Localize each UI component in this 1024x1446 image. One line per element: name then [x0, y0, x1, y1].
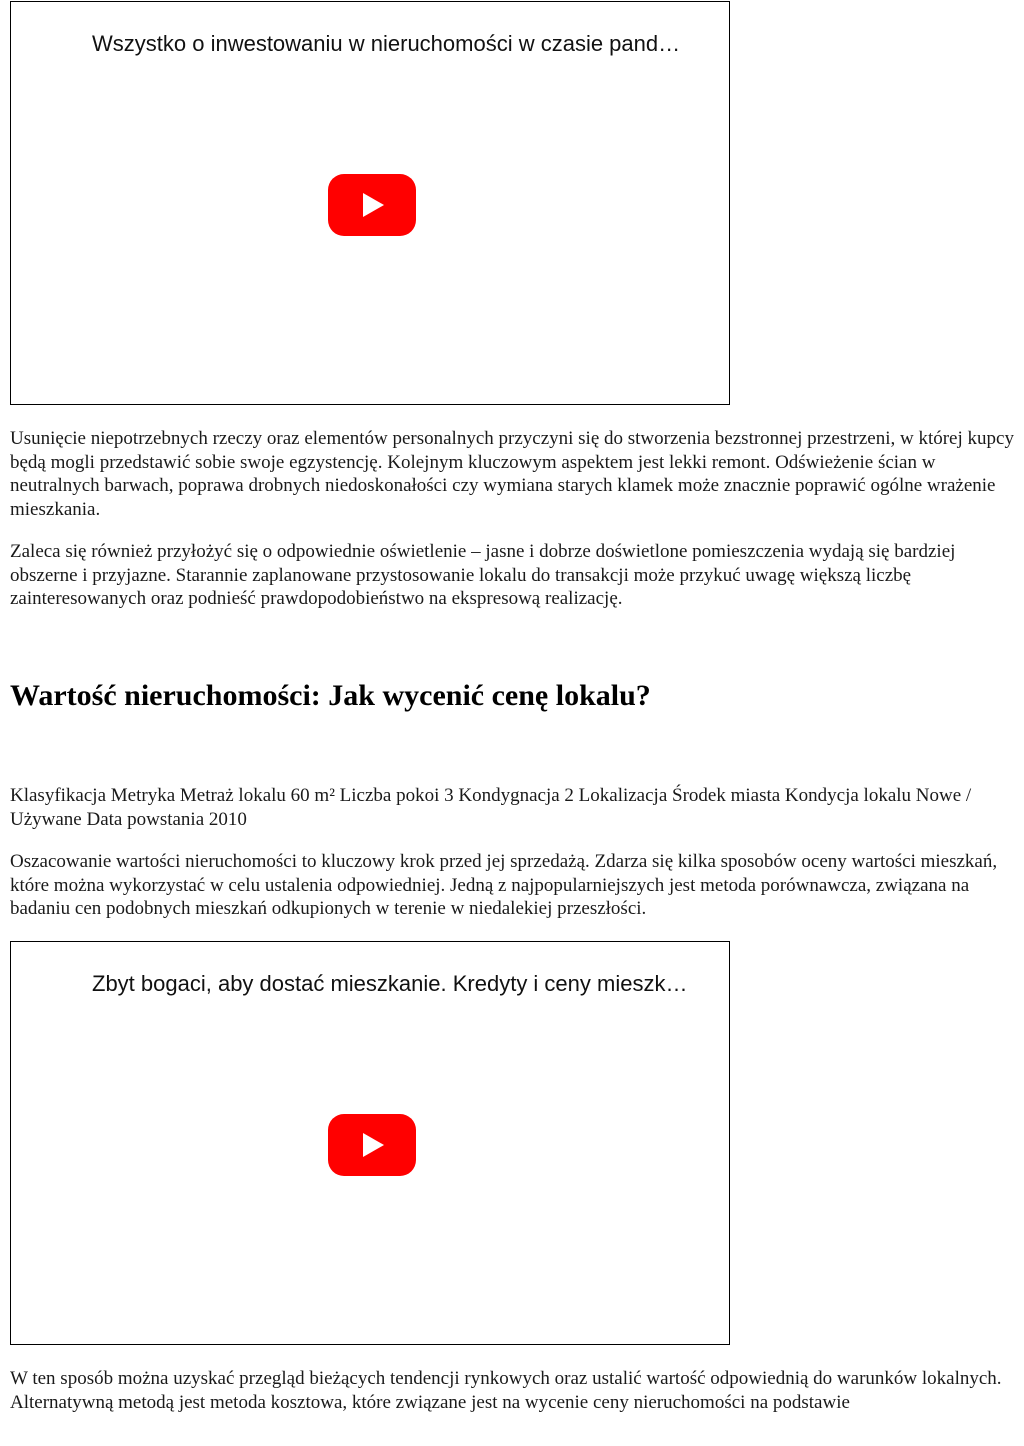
- video-title[interactable]: Zbyt bogaci, aby dostać mieszkanie. Kredyty i ceny mieszk…: [92, 971, 688, 996]
- body-paragraph-lighting: Zaleca się również przyłożyć się o odpowiednie oświetlenie – jasne i dobrze doświetlone pomieszczenia wydają się bardziej obszerne i przyjazne. Starannie zaplanowane przystosowanie lokalu do transakcji może przykuć uwagę większą liczbę zainteresowanych oraz podnieść prawdopodobieństwo na ekspresową realizację.: [10, 541, 956, 609]
- play-button[interactable]: [328, 174, 416, 236]
- play-button[interactable]: [328, 1114, 416, 1176]
- property-metrics-text: Klasyfikacja Metryka Metraż lokalu 60 m² Liczba pokoi 3 Kondygnacja 2 Lokalizacja Środek miasta Kondycja lokalu Nowe / Używane Data powstania 2010: [10, 785, 972, 830]
- body-paragraph-methods: W ten sposób można uzyskać przegląd bieżących tendencji rynkowych oraz ustalić wartość odpowiednią do warunków lokalnych. Alternatywną metodą jest metoda kosztowa, które związane jest na wycenie ceny nieruchomości na podstawie: [10, 1368, 1002, 1413]
- body-paragraph-valuation: Oszacowanie wartości nieruchomości to kluczowy krok przed jej sprzedażą. Zdarza się kilka sposobów oceny wartości mieszkań, które można wykorzystać w celu ustalenia odpowiedniej. Jedną z najpopularniejszych jest metoda porównawcza, związana na badaniu cen podobnych mieszkań odkupionych w terenie w niedalekiej przeszłości.: [10, 851, 998, 919]
- video-embed-2[interactable]: [10, 941, 730, 1345]
- youtube-play-icon: [328, 174, 416, 236]
- video-embed-1[interactable]: [10, 1, 730, 405]
- youtube-play-icon: [328, 1114, 416, 1176]
- video-title[interactable]: Wszystko o inwestowaniu w nieruchomości w czasie pand…: [92, 31, 681, 56]
- section-heading: Wartość nieruchomości: Jak wycenić cenę lokalu?: [10, 679, 651, 712]
- body-paragraph-declutter: Usunięcie niepotrzebnych rzeczy oraz elementów personalnych przyczyni się do stworzenia bezstronnej przestrzeni, w której kupcy będą mogli przedstawić sobie swoje egzystencję. Kolejnym kluczowym aspektem jest lekki remont. Odświeżenie ścian w neutralnych barwach, poprawa drobnych niedoskonałości czy wymiana starych klamek może znacznie poprawić ogólne wrażenie mieszkania.: [10, 428, 1014, 520]
